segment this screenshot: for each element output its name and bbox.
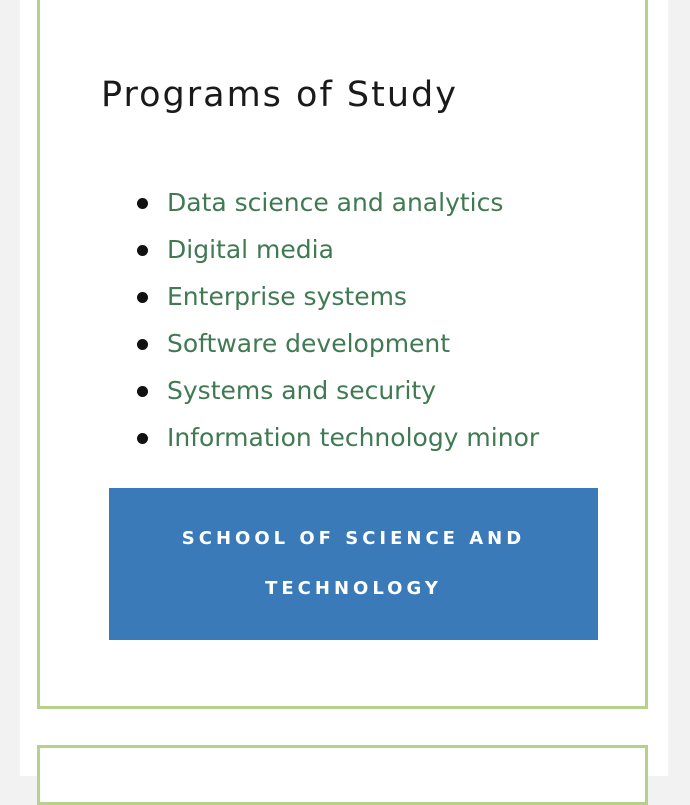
program-label[interactable]: Data science and analytics [167,188,504,217]
program-label[interactable]: Enterprise systems [167,282,407,311]
bullet-icon [137,433,148,444]
school-of-science-technology-button[interactable] [109,488,598,640]
bullet-icon [137,386,148,397]
page-content [20,0,668,776]
program-item-software-development[interactable] [135,322,539,369]
school-button-label: SCHOOL OF SCIENCE AND TECHNOLOGY [181,528,526,599]
program-label[interactable]: Digital media [167,235,334,264]
program-label[interactable]: Information technology minor [167,423,540,452]
program-item-digital-media[interactable] [135,228,539,275]
program-item-systems-security[interactable] [135,369,539,416]
program-item-it-minor[interactable] [135,416,539,463]
programs-card [37,0,648,709]
bullet-icon [137,292,148,303]
bullet-icon [137,339,148,350]
program-label[interactable]: Software development [167,329,451,358]
section-title: Programs of Study [101,75,458,115]
program-item-data-science[interactable] [135,181,539,228]
next-card [37,745,648,805]
program-item-enterprise-systems[interactable] [135,275,539,322]
bullet-icon [137,245,148,256]
programs-list [135,181,539,463]
bullet-icon [137,198,148,209]
program-label[interactable]: Systems and security [167,376,436,405]
